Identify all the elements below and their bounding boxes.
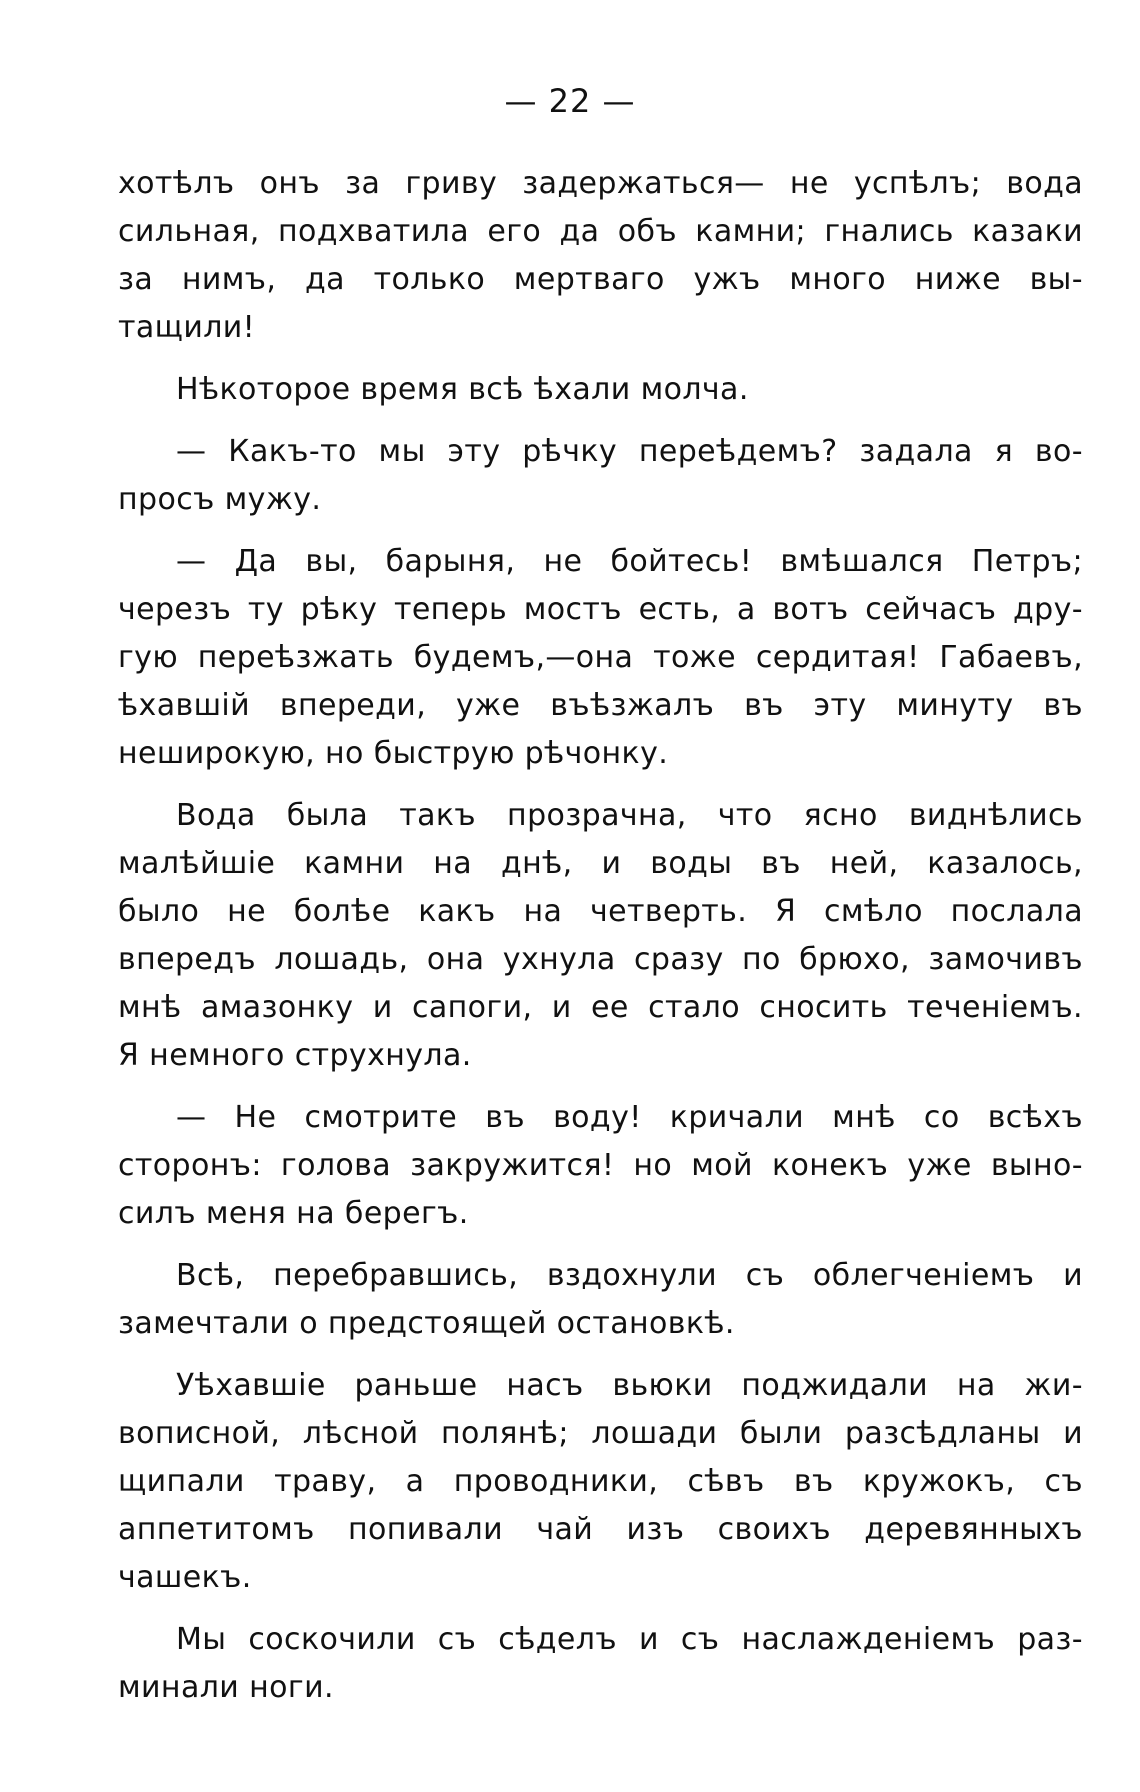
text-line: аппетитомъ попивали чай изъ своихъ деревянныхъ xyxy=(118,1512,1083,1547)
text-line: — Да вы, барыня, не бойтесь! вмѣшался Петръ; xyxy=(176,544,1083,579)
paragraph-1 xyxy=(118,160,1083,352)
text-line: силъ меня на берегъ. xyxy=(118,1196,469,1231)
text-line: Всѣ, перебравшись, вздохнули съ облегченіемъ и xyxy=(176,1258,1083,1293)
text-line: Уѣхавшіе раньше насъ вьюки поджидали на жи- xyxy=(176,1368,1083,1403)
text-line: неширокую, но быструю рѣчонку. xyxy=(118,736,669,771)
paragraph-8 xyxy=(118,1362,1083,1602)
text-line: хотѣлъ онъ за гриву задержаться— не успѣлъ; вода xyxy=(118,166,1083,201)
text-line: тащили! xyxy=(118,310,256,345)
text-line: за нимъ, да только мертваго ужъ много ниже вы- xyxy=(118,262,1083,297)
text-line: сильная, подхватила его да объ камни; гнались казаки xyxy=(118,214,1083,249)
text-line: — Не смотрите въ воду! кричали мнѣ со всѣхъ xyxy=(176,1100,1083,1135)
paragraph-9 xyxy=(118,1616,1083,1712)
text-line: замечтали о предстоящей остановкѣ. xyxy=(118,1306,735,1341)
text-line: минали ноги. xyxy=(118,1670,334,1705)
text-line: мнѣ амазонку и сапоги, и ее стало сносить теченіемъ. xyxy=(118,990,1083,1025)
paragraph-5 xyxy=(118,792,1083,1080)
paragraph-2 xyxy=(118,366,1083,414)
text-line: было не болѣе какъ на четверть. Я смѣло послала xyxy=(118,894,1083,929)
text-line: вописной, лѣсной полянѣ; лошади были разсѣдланы и xyxy=(118,1416,1083,1451)
text-line: черезъ ту рѣку теперь мостъ есть, а вотъ сейчасъ дру- xyxy=(118,592,1083,627)
text-line: ѣхавшій впереди, уже въѣзжалъ въ эту минуту въ xyxy=(118,688,1083,723)
text-line: гую переѣзжать будемъ,—она тоже сердитая! Габаевъ, xyxy=(118,640,1083,675)
text-line: Нѣкоторое время всѣ ѣхали молча. xyxy=(176,372,749,407)
text-line: щипали траву, а проводники, сѣвъ въ кружокъ, съ xyxy=(118,1464,1083,1499)
paragraph-7 xyxy=(118,1252,1083,1348)
paragraph-6 xyxy=(118,1094,1083,1238)
text-line: Мы соскочили съ сѣделъ и съ наслажденіемъ раз- xyxy=(176,1622,1083,1657)
text-line: Я немного струхнула. xyxy=(118,1038,472,1073)
paragraph-3 xyxy=(118,428,1083,524)
text-line: — Какъ-то мы эту рѣчку переѣдемъ? задала я во- xyxy=(176,434,1083,469)
text-line: малѣйшіе камни на днѣ, и воды въ ней, казалось, xyxy=(118,846,1083,881)
text-line: впередъ лошадь, она ухнула сразу по брюхо, замочивъ xyxy=(118,942,1083,977)
body-text xyxy=(118,160,1083,1726)
text-line: чашекъ. xyxy=(118,1560,252,1595)
text-line: сторонъ: голова закружится! но мой конекъ уже выно- xyxy=(118,1148,1083,1183)
paragraph-4 xyxy=(118,538,1083,778)
page-number: — 22 — xyxy=(504,82,636,120)
text-line: просъ мужу. xyxy=(118,482,322,517)
text-line: Вода была такъ прозрачна, что ясно виднѣлись xyxy=(176,798,1083,833)
